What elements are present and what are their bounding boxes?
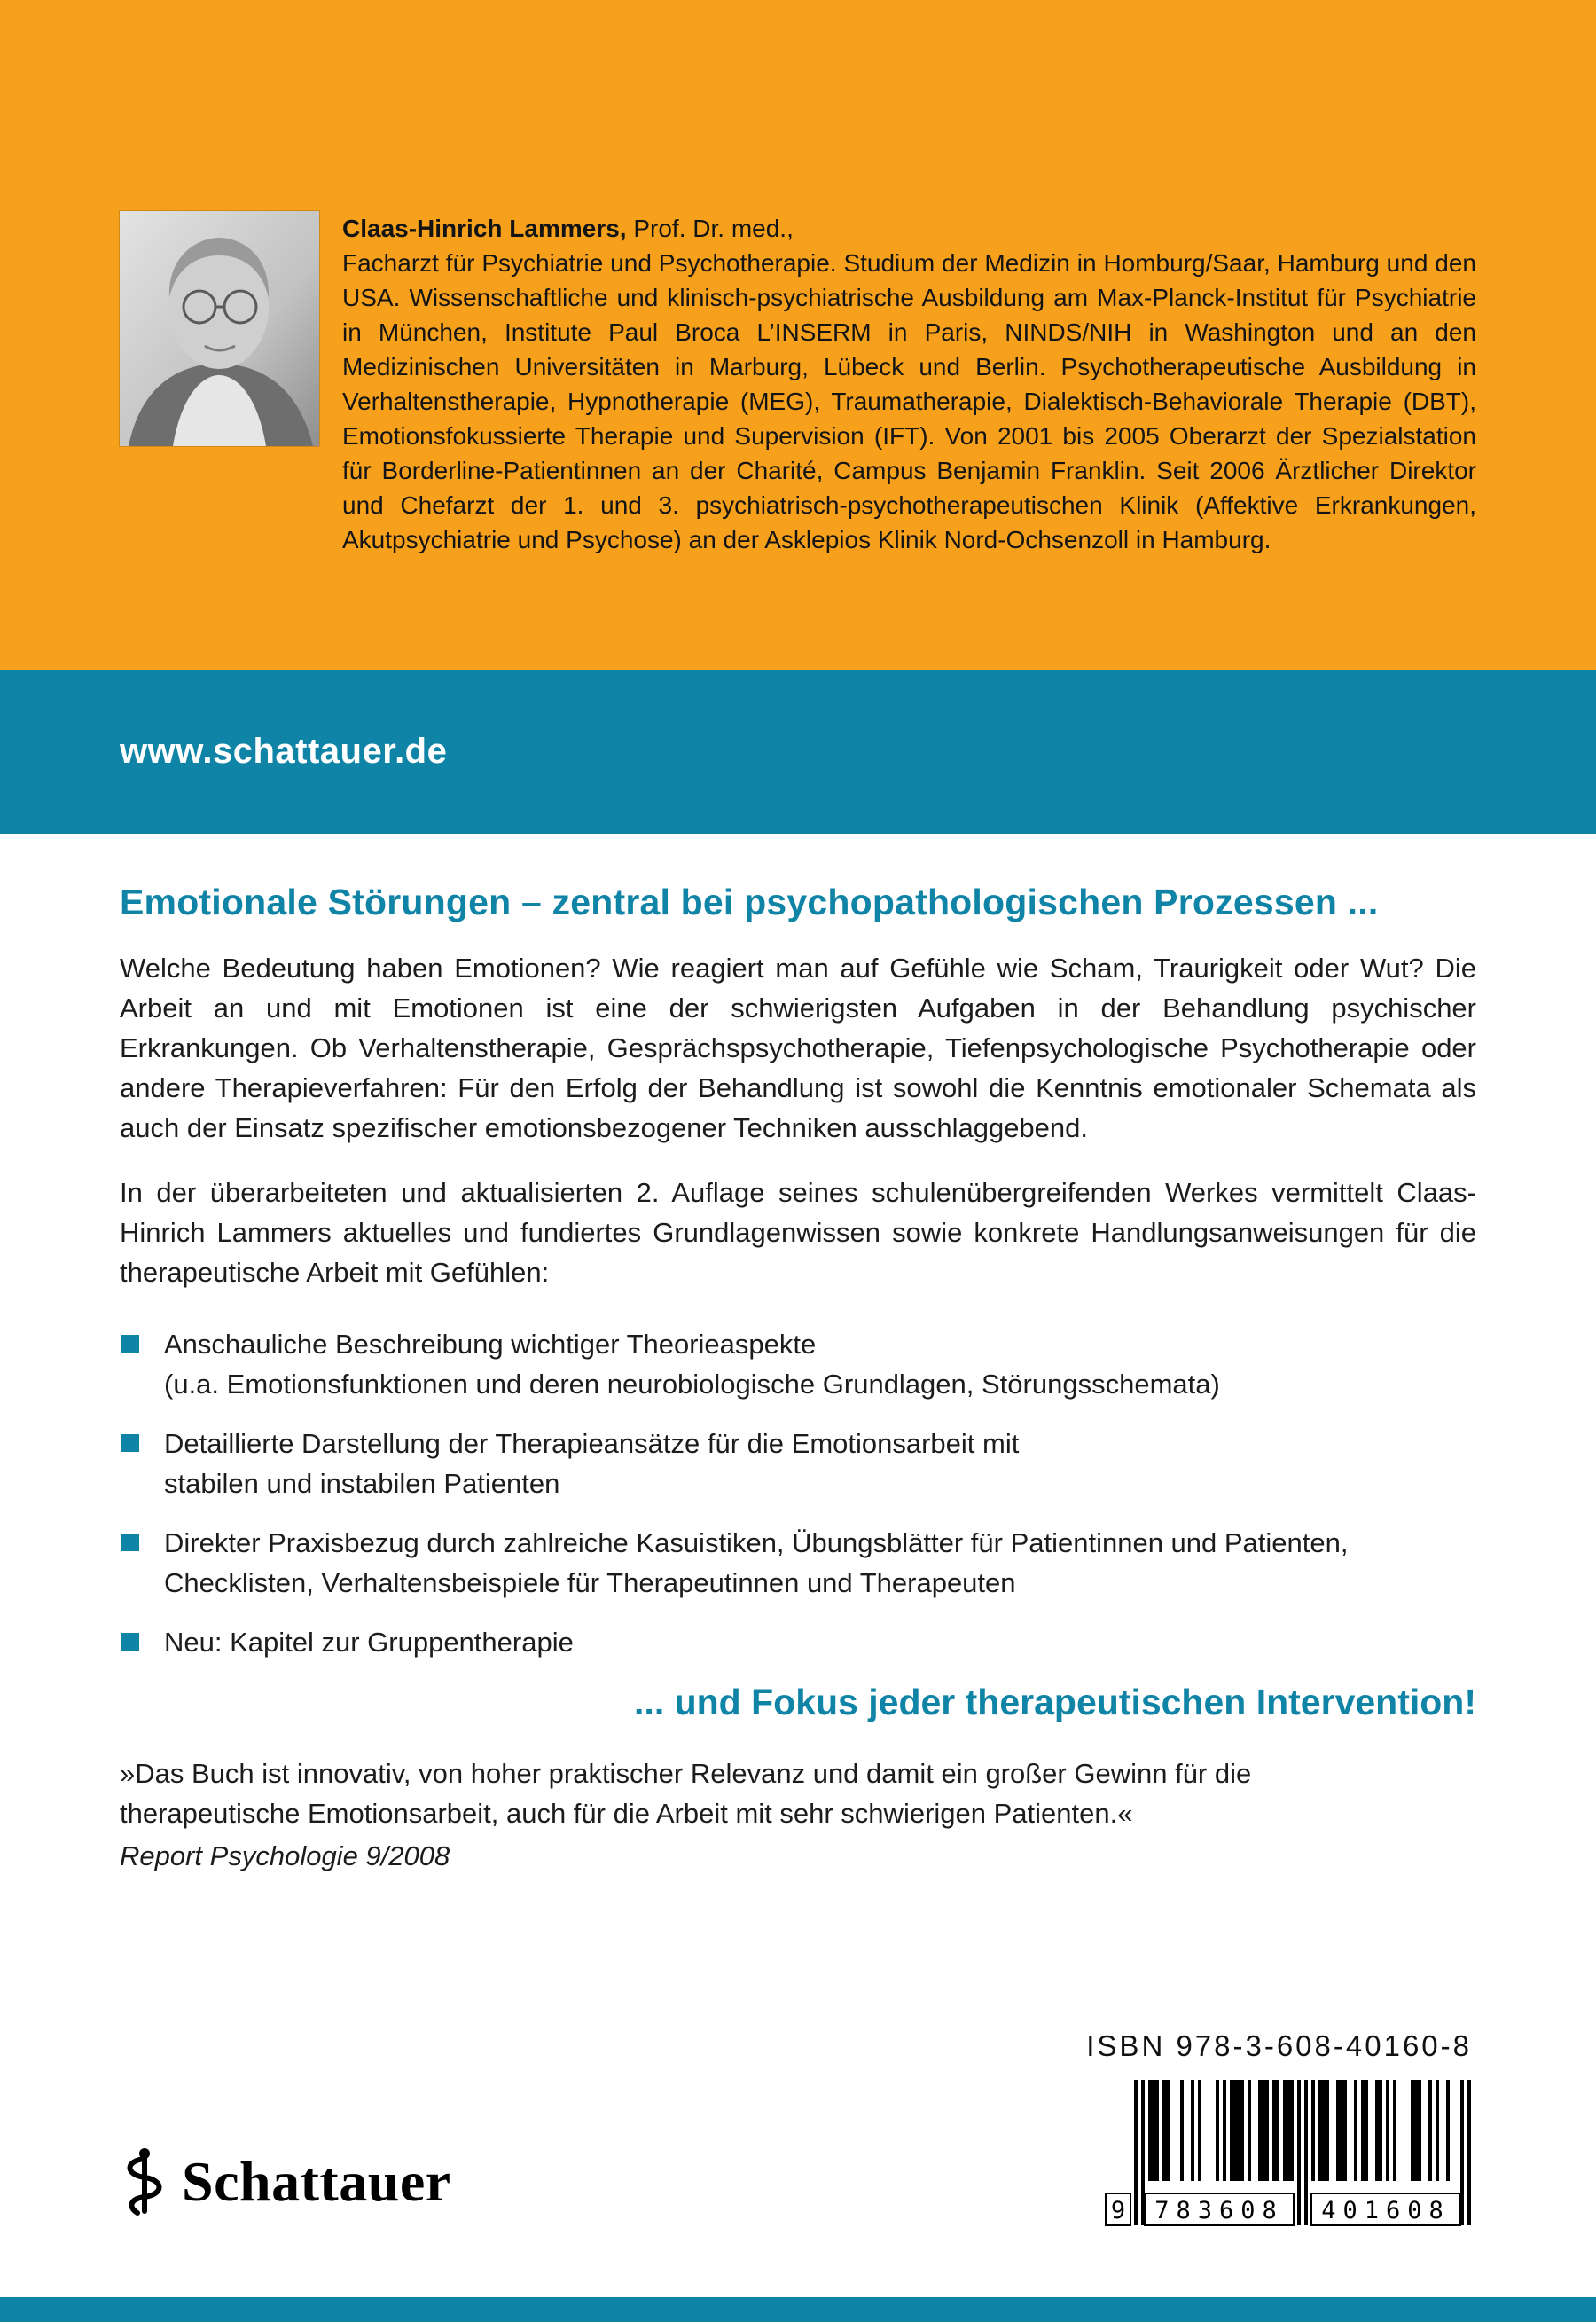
main-content xyxy=(0,882,1596,1872)
barcode xyxy=(1104,2080,1476,2237)
website-url: www.schattauer.de xyxy=(120,732,448,771)
intro-paragraph: Welche Bedeutung haben Emotionen? Wie reagiert man auf Gefühle wie Scham, Traurigkeit oder Wut? Die Arbeit an und mit Emotionen ist eine der schwierigsten Aufgaben in der Behandlung psychischer Erkrankungen. Ob Verhaltenstherapie, Gesprächspsychotherapie, Tiefenpsychologische Psychotherapie oder andere Therapieverfahren: Für den Erfolg der Behandlung ist sowohl die Kenntnis emotionaler Schemata als auch der Einsatz spezifischer emotionsbezogener Techniken ausschlaggebend. xyxy=(120,953,1476,1143)
review-source: Report Psychologie 9/2008 xyxy=(120,1840,450,1871)
svg-text:401608: 401608 xyxy=(1321,2197,1451,2224)
publisher-logo xyxy=(120,2148,451,2216)
focus-tagline: ... und Fokus jeder therapeutischen Intervention! xyxy=(634,1682,1476,1722)
publisher-name: Schattauer xyxy=(182,2150,451,2213)
ean-barcode xyxy=(1104,2080,1476,2232)
list-item xyxy=(120,1324,1476,1404)
aesculapius-staff-icon xyxy=(120,2148,169,2216)
author-bio-text: Facharzt für Psychiatrie und Psychotherapie. Studium der Medizin in Homburg/Saar, Hamburg und den USA. Wissenschaftliche und klinisch-psychiatrische Ausbildung am Max-Planck-Institut für Psychiatrie in München, Institute Paul Broca L’INSERM in Paris, NINDS/NIH in Washington und an den Medizinischen Universitäten in Marburg, Lübeck und Berlin. Psychotherapeutische Ausbildung in Verhaltenstherapie, Hypnotherapie (MEG), Traumatherapie, Dialektisch-Behaviorale Therapie (DBT), Emotionsfokussierte Therapie und Supervision (IFT). Von 2001 bis 2005 Oberarzt der Spezialstation für Borderline-Patientinnen an der Charité, Campus Benjamin Franklin. Seit 2006 Ärztlicher Direktor und Chefarzt der 1. und 3. psychiatrisch-psychotherapeutischen Klinik (Affektive Erkrankungen, Akutpsychiatrie und Psychose) an der Asklepios Klinik Nord-Ochsenzoll in Hamburg. xyxy=(342,249,1476,553)
feature-list xyxy=(120,1324,1476,1662)
list-item xyxy=(120,1424,1476,1503)
bullet-line: (u.a. Emotionsfunktionen und deren neurobiologische Grundlagen, Störungsschemata) xyxy=(164,1369,1220,1400)
bullet-square-icon xyxy=(121,1534,139,1551)
bullet-square-icon xyxy=(121,1335,139,1353)
author-section xyxy=(0,0,1596,670)
author-degree: Prof. Dr. med., xyxy=(633,215,794,242)
review-quote: »Das Buch ist innovativ, von hoher praktischer Relevanz und damit ein großer Gewinn für die therapeutische Emotionsarbeit, auch für die Arbeit mit sehr schwierigen Patienten.« xyxy=(120,1758,1252,1829)
bottom-band xyxy=(0,2297,1596,2322)
bullet-line: Direkter Praxisbezug durch zahlreiche Kasuistiken, Übungsblätter für Patientinnen und Patienten, xyxy=(164,1527,1349,1558)
bullet-line: stabilen und instabilen Patienten xyxy=(164,1468,560,1499)
svg-text:9: 9 xyxy=(1110,2197,1126,2224)
bullet-line: Neu: Kapitel zur Gruppentherapie xyxy=(164,1627,574,1658)
isbn-label: ISBN 978-3-608-40160-8 xyxy=(1086,2029,1472,2062)
list-item xyxy=(120,1622,1476,1662)
bullet-line: Anschauliche Beschreibung wichtiger Theorieaspekte xyxy=(164,1329,817,1360)
website-band xyxy=(0,670,1596,834)
author-photo-image xyxy=(120,211,319,446)
bullet-line: Checklisten, Verhaltensbeispiele für Therapeutinnen und Therapeuten xyxy=(164,1567,1016,1598)
author-name: Claas-Hinrich Lammers, xyxy=(342,215,627,242)
page-title: Emotionale Störungen – zentral bei psychopathologischen Prozessen ... xyxy=(120,882,1379,922)
bullet-square-icon xyxy=(121,1434,139,1452)
author-photo xyxy=(120,211,319,446)
bullet-square-icon xyxy=(121,1633,139,1651)
author-inner xyxy=(120,211,1476,557)
bullet-line: Detaillierte Darstellung der Therapieansätze für die Emotionsarbeit mit xyxy=(164,1428,1020,1459)
second-paragraph: In der überarbeiteten und aktualisierten 2. Auflage seines schulenübergreifenden Werkes vermittelt Claas-Hinrich Lammers aktuelles und fundiertes Grundlagenwissen sowie konkrete Handlungsanweisungen für die therapeutische Arbeit mit Gefühlen: xyxy=(120,1177,1476,1288)
svg-text:783608: 783608 xyxy=(1154,2197,1284,2224)
list-item xyxy=(120,1523,1476,1603)
author-bio-block xyxy=(342,211,1476,557)
